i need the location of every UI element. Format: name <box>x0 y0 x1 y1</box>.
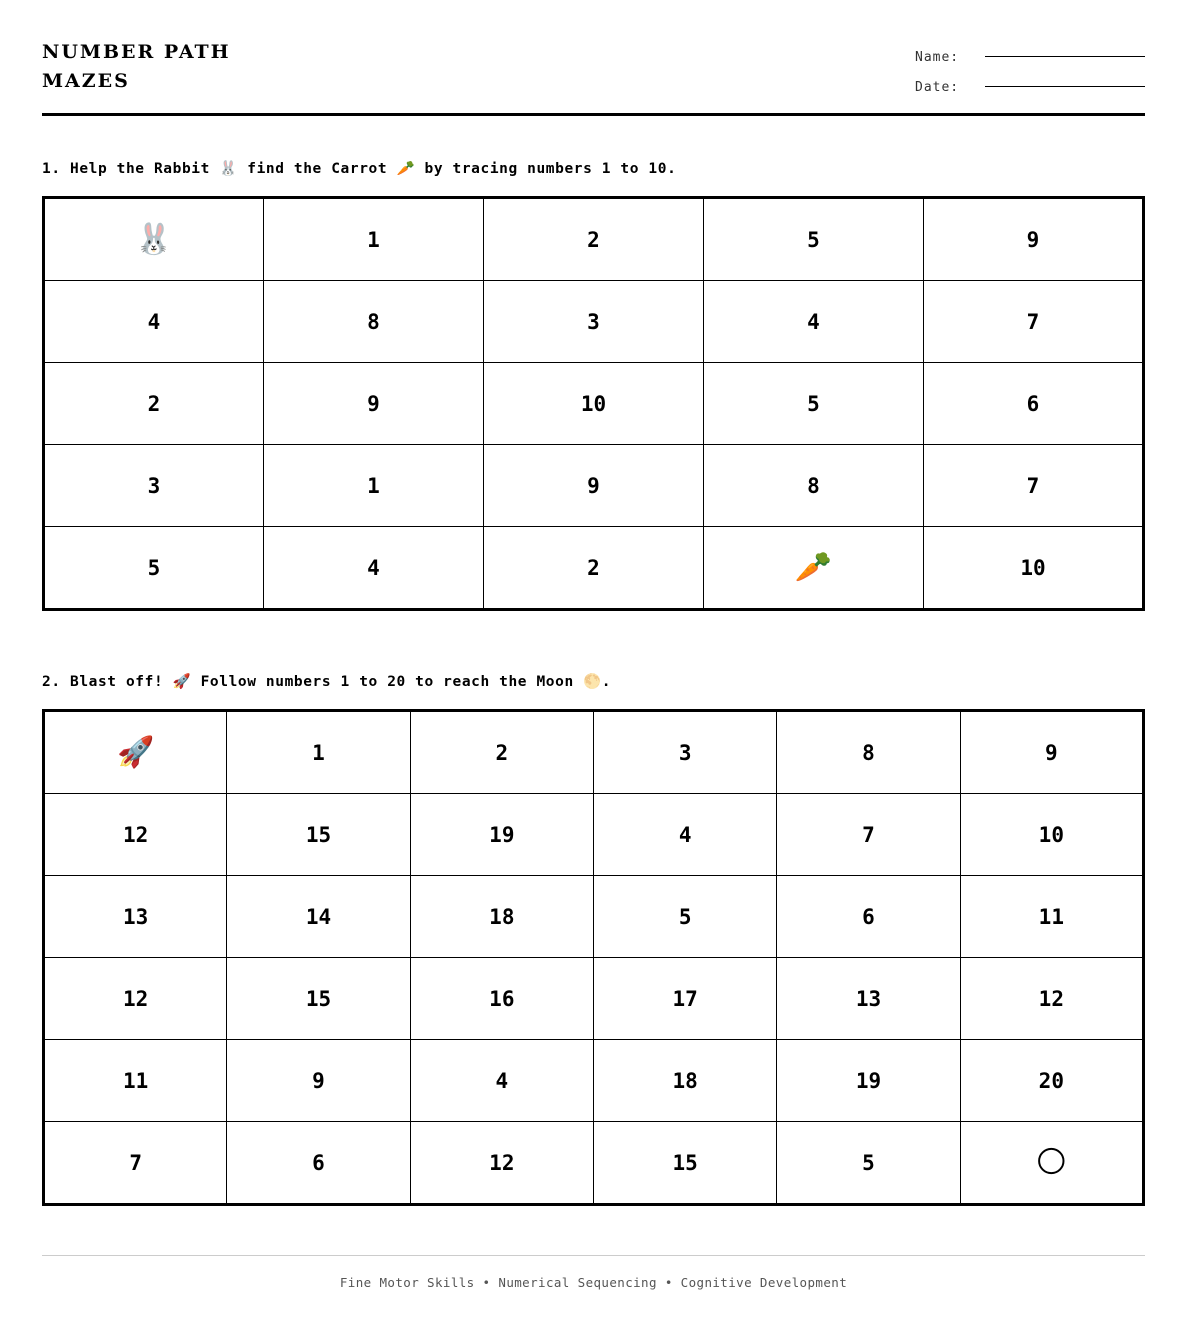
maze-cell-number[interactable]: 4 <box>593 794 776 876</box>
maze-cell-number[interactable]: 11 <box>44 1040 227 1122</box>
cell-emoji-icon: 🌕 <box>1035 1144 1067 1180</box>
maze-grid-2 <box>42 709 1145 1206</box>
maze-cell-marker[interactable] <box>960 1122 1143 1205</box>
maze-cell-number[interactable]: 3 <box>484 281 704 363</box>
maze-row <box>44 363 1144 445</box>
maze-cell-number[interactable]: 1 <box>264 198 484 281</box>
title-line-2: MAZES <box>42 70 130 92</box>
maze-cell-number[interactable]: 13 <box>44 876 227 958</box>
maze-cell-number[interactable]: 1 <box>264 445 484 527</box>
maze-cell-number[interactable]: 9 <box>484 445 704 527</box>
section-2-maze-wrap <box>42 709 1145 1206</box>
maze-cell-number[interactable]: 5 <box>593 876 776 958</box>
maze-cell-number[interactable]: 4 <box>704 281 924 363</box>
name-label: Name: <box>915 49 960 65</box>
name-input-line[interactable] <box>985 56 1145 57</box>
footer-divider <box>42 1255 1145 1256</box>
date-row <box>915 72 1145 102</box>
maze-cell-number[interactable]: 12 <box>410 1122 593 1205</box>
maze-cell-number[interactable]: 6 <box>227 1122 410 1205</box>
maze-cell-number[interactable]: 12 <box>44 958 227 1040</box>
maze-cell-number[interactable]: 2 <box>484 527 704 610</box>
maze-row <box>44 794 1144 876</box>
maze-cell-number[interactable]: 6 <box>924 363 1144 445</box>
maze-cell-number[interactable]: 3 <box>593 711 776 794</box>
maze-cell-number[interactable]: 20 <box>960 1040 1143 1122</box>
maze-cell-number[interactable]: 8 <box>777 711 960 794</box>
maze-row <box>44 281 1144 363</box>
cell-emoji-icon: 🚀 <box>116 734 155 770</box>
maze-cell-number[interactable]: 12 <box>44 794 227 876</box>
name-row <box>915 42 1145 72</box>
maze-cell-number[interactable]: 11 <box>960 876 1143 958</box>
maze-cell-number[interactable]: 4 <box>264 527 484 610</box>
section-1-instruction: 1. Help the Rabbit 🐰 find the Carrot 🥕 by tracing numbers 1 to 10. <box>42 161 677 177</box>
title-line-1: NUMBER PATH <box>42 41 231 63</box>
maze-row <box>44 1040 1144 1122</box>
worksheet-footer <box>42 1255 1145 1290</box>
maze-row <box>44 958 1144 1040</box>
maze-cell-number[interactable]: 9 <box>960 711 1143 794</box>
maze-cell-marker[interactable] <box>704 527 924 610</box>
maze-cell-number[interactable]: 2 <box>484 198 704 281</box>
maze-cell-number[interactable]: 5 <box>777 1122 960 1205</box>
maze-cell-number[interactable]: 5 <box>44 527 264 610</box>
maze-cell-number[interactable]: 10 <box>484 363 704 445</box>
maze-cell-number[interactable]: 16 <box>410 958 593 1040</box>
maze-cell-number[interactable]: 5 <box>704 363 924 445</box>
maze-cell-number[interactable]: 2 <box>44 363 264 445</box>
page-title <box>42 38 231 96</box>
maze-cell-number[interactable]: 3 <box>44 445 264 527</box>
section-1-maze-wrap <box>42 196 1145 611</box>
maze-grid-1 <box>42 196 1145 611</box>
maze-row <box>44 876 1144 958</box>
maze-cell-marker[interactable] <box>44 198 264 281</box>
maze-cell-number[interactable]: 5 <box>704 198 924 281</box>
maze-cell-number[interactable]: 8 <box>264 281 484 363</box>
maze-row <box>44 198 1144 281</box>
maze-cell-number[interactable]: 10 <box>960 794 1143 876</box>
maze-row <box>44 527 1144 610</box>
maze-cell-number[interactable]: 18 <box>593 1040 776 1122</box>
maze-cell-number[interactable]: 15 <box>227 958 410 1040</box>
maze-cell-number[interactable]: 13 <box>777 958 960 1040</box>
worksheet-page <box>42 0 1145 1329</box>
maze-cell-number[interactable]: 17 <box>593 958 776 1040</box>
worksheet-header <box>42 0 1145 115</box>
student-meta-block <box>915 42 1145 102</box>
maze-cell-number[interactable]: 10 <box>924 527 1144 610</box>
maze-cell-number[interactable]: 4 <box>410 1040 593 1122</box>
maze-cell-number[interactable]: 6 <box>777 876 960 958</box>
maze-cell-number[interactable]: 19 <box>777 1040 960 1122</box>
maze-cell-number[interactable]: 9 <box>227 1040 410 1122</box>
maze-cell-number[interactable]: 15 <box>593 1122 776 1205</box>
section-2-instruction: 2. Blast off! 🚀 Follow numbers 1 to 20 to reach the Moon 🌕. <box>42 674 612 690</box>
cell-emoji-icon: 🥕 <box>794 549 833 585</box>
maze-cell-number[interactable]: 7 <box>777 794 960 876</box>
maze-cell-number[interactable]: 14 <box>227 876 410 958</box>
maze-row <box>44 1122 1144 1205</box>
date-input-line[interactable] <box>985 86 1145 87</box>
maze-row <box>44 445 1144 527</box>
maze-cell-number[interactable]: 15 <box>227 794 410 876</box>
header-divider <box>42 113 1145 116</box>
maze-cell-number[interactable]: 8 <box>704 445 924 527</box>
maze-cell-number[interactable]: 12 <box>960 958 1143 1040</box>
maze-cell-number[interactable]: 4 <box>44 281 264 363</box>
maze-cell-number[interactable]: 7 <box>924 445 1144 527</box>
date-label: Date: <box>915 79 960 95</box>
maze-cell-number[interactable]: 19 <box>410 794 593 876</box>
maze-cell-number[interactable]: 1 <box>227 711 410 794</box>
maze-cell-number[interactable]: 18 <box>410 876 593 958</box>
maze-cell-number[interactable]: 7 <box>44 1122 227 1205</box>
maze-cell-marker[interactable] <box>44 711 227 794</box>
maze-cell-number[interactable]: 7 <box>924 281 1144 363</box>
cell-emoji-icon: 🐰 <box>135 221 173 257</box>
maze-cell-number[interactable]: 2 <box>410 711 593 794</box>
footer-tagline: Fine Motor Skills • Numerical Sequencing • Cognitive Development <box>339 1275 848 1290</box>
maze-row <box>44 711 1144 794</box>
maze-cell-number[interactable]: 9 <box>924 198 1144 281</box>
maze-cell-number[interactable]: 9 <box>264 363 484 445</box>
